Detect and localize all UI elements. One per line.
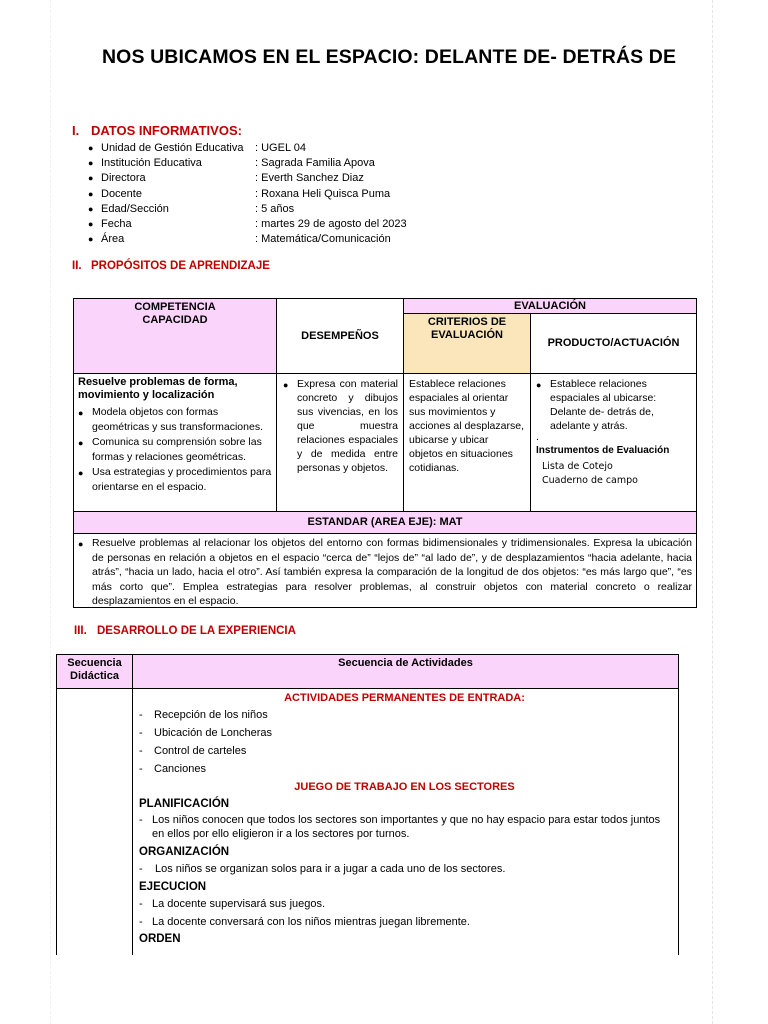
competencia-header-cell <box>74 299 276 373</box>
estandar-cell <box>74 533 696 607</box>
capacidad-item: ● Comunica su comprensión sobre las formas y relaciones geométricas. <box>78 436 262 463</box>
info-value: : UGEL 04 <box>255 142 306 154</box>
instrumentos-title: Instrumentos de Evaluación <box>536 445 670 456</box>
info-row <box>88 232 407 247</box>
producto-header-cell <box>530 314 696 373</box>
bullet-icon: ● <box>88 173 94 184</box>
section-title: PROPÓSITOS DE APRENDIZAJE <box>91 260 270 272</box>
info-label: Docente <box>101 187 142 200</box>
info-label: Área <box>101 233 125 246</box>
organizacion-title: ORGANIZACIÓN <box>139 846 230 858</box>
criterios-header: CRITERIOS DE EVALUACIÓN <box>427 316 507 341</box>
desempeno-text: Expresa con material concreto y dibujos sus vivencias, en los que muestra relaciones espaciales y de medida entre personas y objetos. <box>297 378 398 474</box>
bullet-icon: ● <box>88 219 94 230</box>
section-heading-propositos <box>72 260 270 272</box>
info-row <box>88 187 407 202</box>
planificacion-title: PLANIFICACIÓN <box>139 798 230 810</box>
info-label: Edad/Sección <box>101 202 169 215</box>
page-title: NOS UBICAMOS EN EL ESPACIO: DELANTE DE- DETRÁS DE <box>102 46 677 68</box>
info-row <box>88 156 407 171</box>
capacidad-header: CAPACIDAD <box>142 314 208 326</box>
info-list <box>88 141 407 247</box>
desempenos-header: DESEMPEÑOS <box>301 330 379 342</box>
info-value: : Matemática/Comunicación <box>255 233 391 246</box>
evaluacion-header: EVALUACIÓN <box>403 299 696 314</box>
info-row <box>88 141 407 156</box>
info-value: : Roxana Heli Quisca Puma <box>255 187 391 200</box>
page-edge-line <box>50 0 51 1024</box>
bullet-icon: ● <box>78 468 84 478</box>
estandar-text: Resuelve problemas al relacionar los objetos del entorno con formas bidimensionales y tridimensionales. Expresa la ubicación de personas en relación a objetos en el espacio “cerca de” “lejos de” “al lado de”, y de desplazamientos “hacia adelante, hacia atrás”, “hacia un lado, hacia el otro”. Así también expresa la comparación de la longitud de dos objetos: “es más largo que”, “es más corto que”. Emplea estrategias para resolver problemas, al construir objetos con material concreto o realizar desplazamientos en el espacio. <box>92 537 692 607</box>
producto-text: Establece relaciones espaciales al ubicarse: Delante de- detrás de, adelante y atrás. <box>550 378 657 432</box>
bullet-icon: ● <box>88 143 94 153</box>
section-title: DATOS INFORMATIVOS: <box>91 123 242 138</box>
info-label: Unidad de Gestión Educativa <box>101 142 244 154</box>
bullet-icon: ● <box>78 539 84 549</box>
section-heading-datos <box>72 123 242 138</box>
actividades-permanentes-title: ACTIVIDADES PERMANENTES DE ENTRADA: <box>284 692 525 704</box>
bullet-icon: ● <box>88 203 94 214</box>
juego-trabajo-title: JUEGO DE TRABAJO EN LOS SECTORES <box>294 781 515 793</box>
activities-table <box>56 654 679 955</box>
ejecucion-item: - La docente conversará con los niños mientras juegan libremente. <box>139 916 470 928</box>
section-heading-desarrollo <box>74 625 296 637</box>
secuencia-header: Secuencia Didáctica <box>57 655 132 688</box>
bullet-icon: ● <box>78 408 84 418</box>
criterio-text: Establece relaciones espaciales al orientar sus movimientos y acciones al desplazarse, ubicarse y ubicar objetos en situaciones cotidianas. <box>409 378 524 474</box>
bullet-icon: ● <box>283 380 289 390</box>
actividades-header: Secuencia de Actividades <box>132 655 678 688</box>
actividades-cell <box>132 688 678 955</box>
planificacion-item: - Los niños conocen que todos los sectores son importantes y que no hay espacio para estar todos juntos en ellos por ello eligieron ir a los sectores por turnos. <box>139 814 661 840</box>
section-title: DESARROLLO DE LA EXPERIENCIA <box>97 625 296 637</box>
ejecucion-item: - La docente supervisará sus juegos. <box>139 898 326 910</box>
dot-mark: . <box>536 431 539 443</box>
actividad-item: - Recepción de los niños <box>139 709 268 721</box>
capacidad-item: ● Modela objetos con formas geométricas y sus transformaciones. <box>78 406 263 433</box>
info-value: : 5 años <box>255 202 295 215</box>
section-number: I. <box>72 123 80 138</box>
info-row <box>88 171 407 186</box>
bullet-icon: ● <box>88 158 94 169</box>
producto-header: PRODUCTO/ACTUACIÓN <box>547 337 680 349</box>
info-value: : Everth Sanchez Diaz <box>255 172 364 185</box>
purposes-table <box>73 298 697 608</box>
ejecucion-title: EJECUCION <box>139 881 207 893</box>
bullet-icon: ● <box>536 380 542 390</box>
bullet-icon: ● <box>78 438 84 448</box>
organizacion-item: - Los niños se organizan solos para ir a jugar a cada uno de los sectores. <box>139 863 506 875</box>
instrumento-item: Cuaderno de campo <box>542 475 638 486</box>
bullet-icon: ● <box>88 188 94 199</box>
section-number: III. <box>74 625 87 637</box>
actividad-item: - Control de carteles <box>139 745 247 757</box>
criterio-cell <box>403 373 530 511</box>
actividad-item: - Ubicación de Loncheras <box>139 727 273 739</box>
criterios-header-cell <box>403 314 530 373</box>
competencia-title: Resuelve problemas de forma, movimiento y localización <box>78 376 238 401</box>
secuencia-cell <box>57 688 132 955</box>
section-number: II. <box>72 260 82 272</box>
desempeno-cell <box>276 373 403 511</box>
capacidad-item: ● Usa estrategias y procedimientos para orientarse en el espacio. <box>78 466 272 493</box>
actividad-item: - Canciones <box>139 763 206 775</box>
producto-cell <box>530 373 696 511</box>
info-label: Fecha <box>101 218 132 231</box>
info-value: : Sagrada Familia Apova <box>255 157 375 170</box>
info-value: : martes 29 de agosto del 2023 <box>255 218 407 231</box>
info-row <box>88 217 407 232</box>
info-row <box>88 202 407 217</box>
estandar-header: ESTANDAR (AREA EJE): MAT <box>74 511 696 533</box>
instrumento-item: Lista de Cotejo <box>542 461 613 472</box>
competencia-header: COMPETENCIA <box>134 301 216 313</box>
info-label: Directora <box>101 172 146 185</box>
orden-title: ORDEN <box>139 933 181 945</box>
bullet-icon: ● <box>88 234 94 245</box>
competencia-cell <box>74 373 276 511</box>
page-edge-line <box>712 0 713 1024</box>
info-label: Institución Educativa <box>101 157 202 170</box>
desempenos-header-cell <box>276 299 403 373</box>
